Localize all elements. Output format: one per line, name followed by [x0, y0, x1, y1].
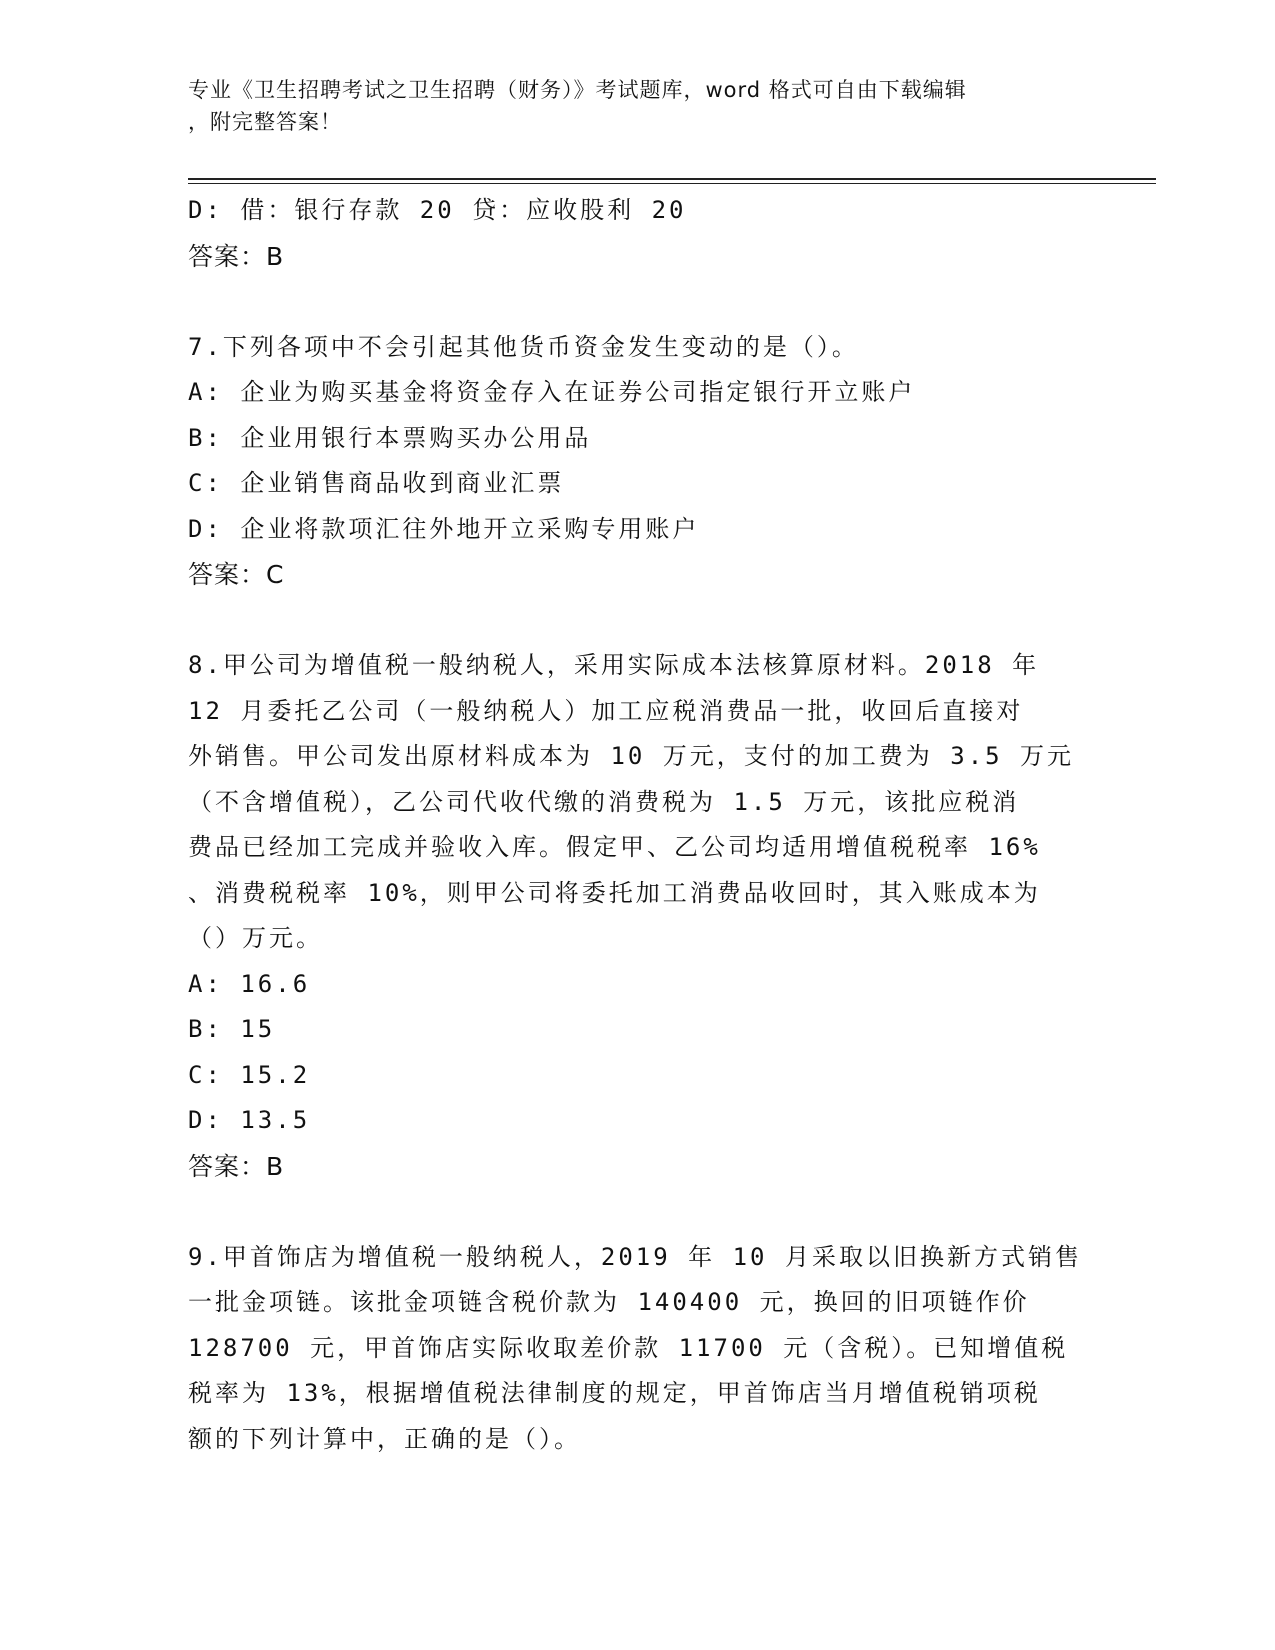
q9-stem-line: 额的下列计算中，正确的是（）。 [188, 1424, 581, 1453]
q8-answer: 答案：B [188, 1151, 285, 1181]
q8-stem-line: （不含增值税），乙公司代收代缴的消费税为 1.5 万元，该批应税消 [188, 787, 1020, 816]
q6-answer: 答案：B [188, 241, 285, 271]
q8-option-c: C: 15.2 [188, 1060, 311, 1089]
header-line-1: 专业《卫生招聘考试之卫生招聘（财务）》考试题库，word 格式可自由下载编辑 [188, 78, 967, 102]
question-list [188, 188, 1088, 1462]
q7-option-d: D: 企业将款项汇往外地开立采购专用账户 [188, 514, 700, 543]
q8-option-d: D: 13.5 [188, 1106, 311, 1134]
q8-stem-line: （）万元。 [188, 924, 323, 952]
page-header [188, 74, 1088, 138]
question-6-tail [188, 188, 1088, 279]
spacer [188, 1189, 1088, 1235]
q7-stem: 7.下列各项中不会引起其他货币资金发生变动的是（）。 [188, 332, 859, 361]
question-9 [188, 1235, 1088, 1463]
header-line-2: ，附完整答案！ [188, 110, 342, 134]
q9-stem-line: 128700 元，甲首饰店实际收取差价款 11700 元（含税）。已知增值税 [188, 1333, 1069, 1362]
question-7 [188, 325, 1088, 598]
q8-stem-line: 外销售。甲公司发出原材料成本为 10 万元，支付的加工费为 3.5 万元 [188, 742, 1075, 770]
q7-option-c: C: 企业销售商品收到商业汇票 [188, 469, 565, 497]
q9-stem-line: 一批金项链。该批金项链含税价款为 140400 元，换回的旧项链作价 [188, 1288, 1030, 1316]
spacer [188, 279, 1088, 325]
q8-stem-line: 8.甲公司为增值税一般纳税人，采用实际成本法核算原材料。2018 年 [188, 651, 1040, 679]
q8-option-b: B: 15 [188, 1015, 276, 1043]
q8-stem-line: 、消费税税率 10%，则甲公司将委托加工消费品收回时，其入账成本为 [188, 878, 1041, 907]
q6-option-d: D: 借：银行存款 20 贷：应收股利 20 [188, 196, 687, 224]
q9-stem-line: 9.甲首饰店为增值税一般纳税人，2019 年 10 月采取以旧换新方式销售 [188, 1242, 1082, 1271]
q8-stem-line: 12 月委托乙公司（一般纳税人）加工应税消费品一批，收回后直接对 [188, 696, 1024, 725]
q7-answer: 答案：C [188, 560, 285, 589]
q7-option-b: B: 企业用银行本票购买办公用品 [188, 423, 592, 452]
q8-stem-line: 费品已经加工完成并验收入库。假定甲、乙公司均适用增值税税率 16% [188, 833, 1041, 861]
q9-stem-line: 税率为 13%，根据增值税法律制度的规定，甲首饰店当月增值税销项税 [188, 1379, 1041, 1407]
header-divider-thick [188, 178, 1156, 180]
q8-option-a: A: 16.6 [188, 969, 311, 998]
spacer [188, 598, 1088, 644]
q7-option-a: A: 企业为购买基金将资金存入在证券公司指定银行开立账户 [188, 378, 916, 406]
header-divider-thin [188, 183, 1156, 184]
question-8 [188, 643, 1088, 1189]
